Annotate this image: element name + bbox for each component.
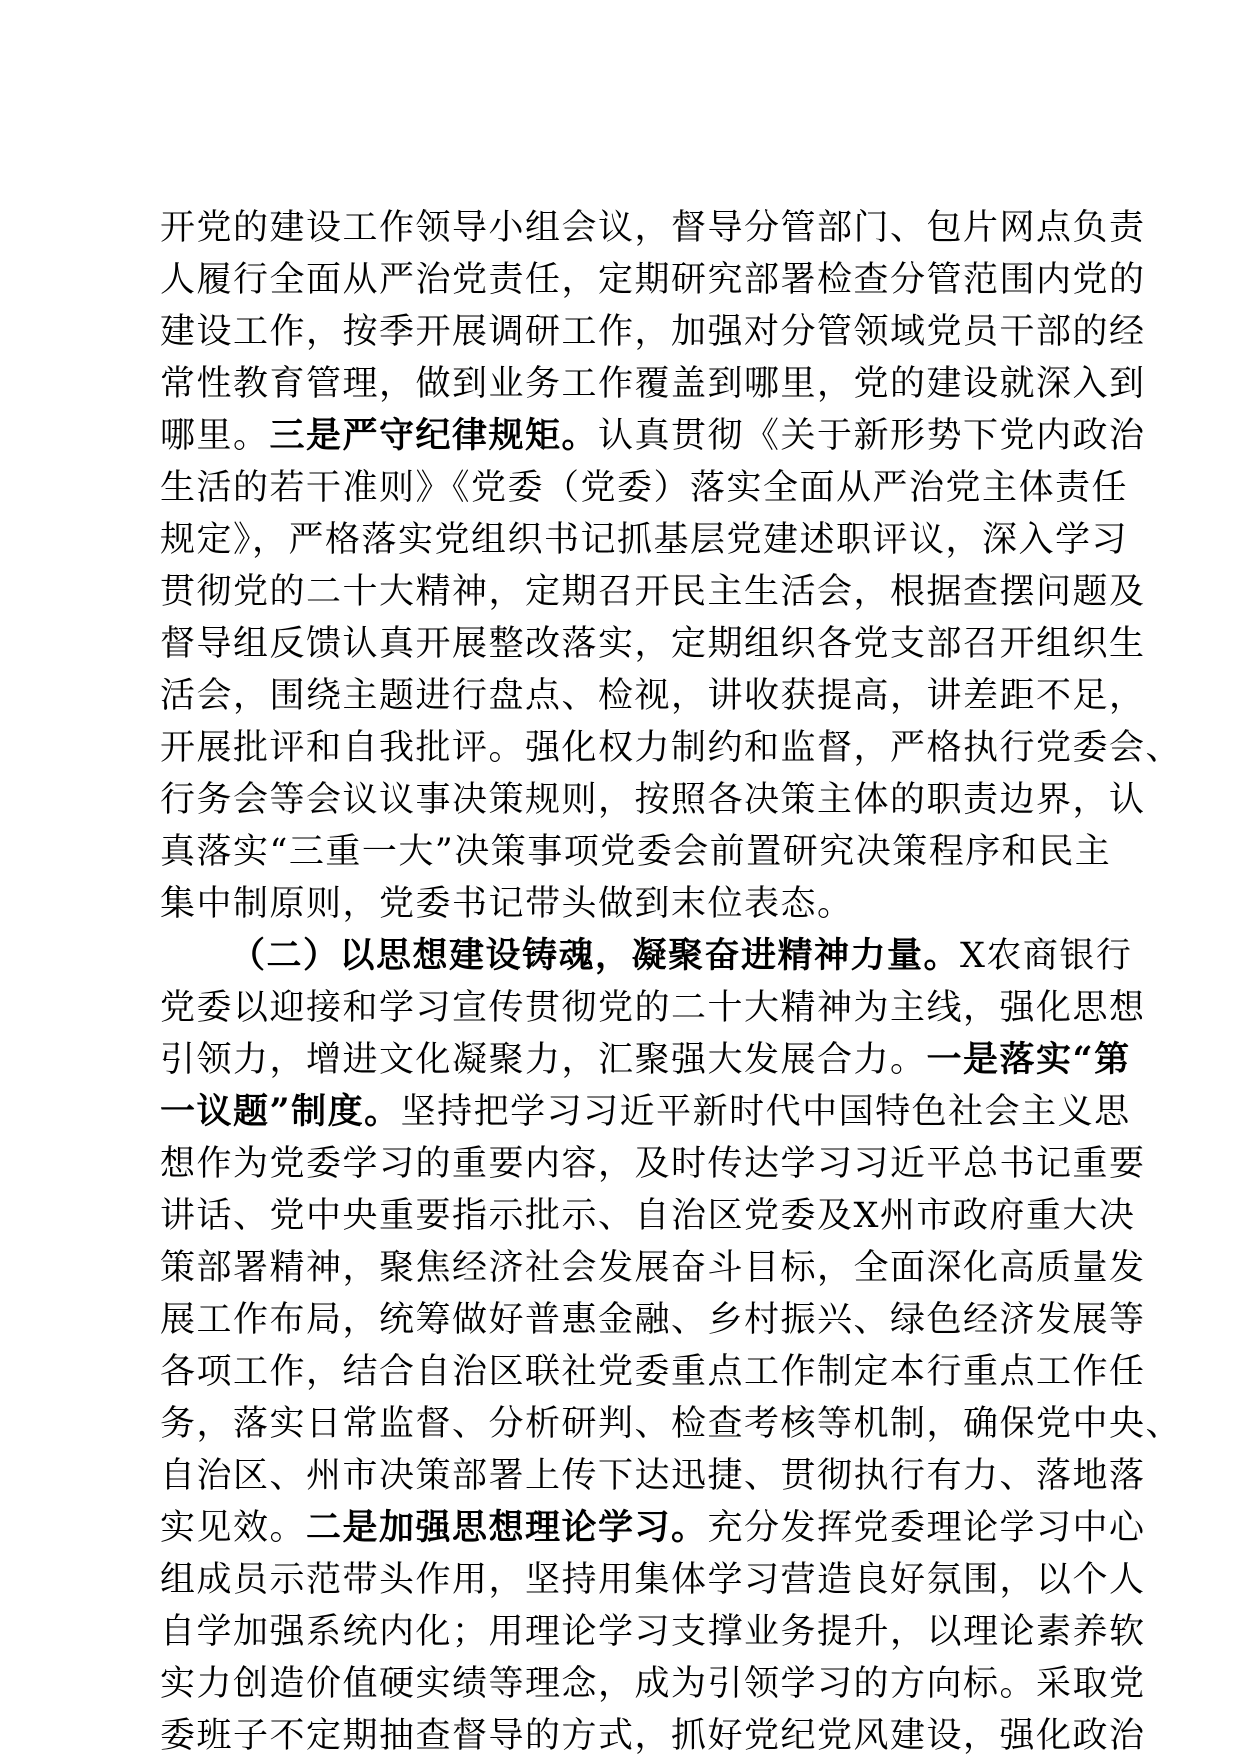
text-line xyxy=(160,722,1183,774)
text-line xyxy=(160,982,1146,1034)
text-line xyxy=(160,774,1146,826)
bold-heading-segment: 二是加强思想理论学习。 xyxy=(306,1507,708,1548)
text-line xyxy=(160,618,1146,670)
text-line xyxy=(160,878,1078,930)
text-segment: 规定》，严格落实党组织书记抓基层党建述职评议，深入学习 xyxy=(160,520,1129,560)
text-segment: 实见效。 xyxy=(160,1508,307,1548)
text-line xyxy=(160,358,1146,410)
text-segment: 真落实“三重一大”决策事项党委会前置研究决策程序和民主 xyxy=(160,832,1112,872)
text-line xyxy=(160,306,1146,358)
text-line xyxy=(160,1658,1146,1710)
text-line xyxy=(160,462,1129,514)
text-segment: 开党的建设工作领导小组会议，督导分管部门、包片网点负责 xyxy=(160,208,1146,248)
text-segment: 行务会等会议议事决策规则，按照各决策主体的职责边界，认 xyxy=(160,780,1146,820)
text-segment: 想作为党委学习的重要内容，及时传达学习习近平总书记重要 xyxy=(160,1144,1146,1184)
text-line xyxy=(160,1086,1131,1138)
text-segment: 活会，围绕主题进行盘点、检视，讲收获提高，讲差距不足， xyxy=(160,676,1146,716)
text-line xyxy=(160,826,1112,878)
text-line xyxy=(160,1554,1146,1606)
text-segment: 贯彻党的二十大精神，定期召开民主生活会，根据查摆问题及 xyxy=(160,572,1146,612)
text-segment: 党委以迎接和学习宣传贯彻党的二十大精神为主线，强化思想 xyxy=(160,988,1146,1028)
text-line xyxy=(160,1190,1136,1242)
text-segment: 集中制原则，党委书记带头做到末位表态。 xyxy=(160,884,854,924)
text-segment: 组成员示范带头作用，坚持用集体学习营造良好氛围，以个人 xyxy=(160,1560,1146,1600)
text-segment: 督导组反馈认真开展整改落实，定期组织各党支部召开组织生 xyxy=(160,624,1146,664)
text-segment: 各项工作，结合自治区联社党委重点工作制定本行重点工作任 xyxy=(160,1352,1146,1392)
text-segment: 自治区、州市决策部署上传下达迅捷、贯彻执行有力、落地落 xyxy=(160,1456,1146,1496)
text-segment: 讲话、党中央重要指示批示、自治区党委及X州市政府重大决 xyxy=(160,1196,1136,1236)
text-line xyxy=(160,1242,1146,1294)
text-line xyxy=(160,1398,1183,1450)
text-line xyxy=(160,1710,1146,1762)
body-text xyxy=(160,202,1183,1762)
text-segment: 自学加强系统内化；用理论学习支撑业务提升，以理论素养软 xyxy=(160,1612,1146,1652)
text-line xyxy=(160,254,1146,306)
text-segment: 哪里。 xyxy=(160,416,270,456)
text-line xyxy=(160,930,1133,982)
text-line xyxy=(160,566,1146,618)
text-line xyxy=(160,1450,1146,1502)
text-line xyxy=(160,410,1146,462)
text-segment: 展工作布局，统筹做好普惠金融、乡村振兴、绿色经济发展等 xyxy=(160,1300,1146,1340)
text-segment: 充分发挥党委理论学习中心 xyxy=(707,1508,1146,1548)
bold-heading-segment: 三是严守纪律规矩。 xyxy=(269,415,599,456)
bold-heading-segment: 一是落实“第 xyxy=(926,1039,1131,1080)
text-segment: 建设工作，按季开展调研工作，加强对分管领域党员干部的经 xyxy=(160,312,1146,352)
text-line xyxy=(160,1346,1146,1398)
text-line xyxy=(160,670,1146,722)
text-line xyxy=(160,202,1146,254)
text-segment: 实力创造价值硬实绩等理念，成为引领学习的方向标。采取党 xyxy=(160,1664,1146,1704)
bold-heading-segment: （二）以思想建设铸魂，凝聚奋进精神力量。 xyxy=(230,935,961,976)
text-line xyxy=(160,1034,1131,1086)
text-segment: 坚持把学习习近平新时代中国特色社会主义思 xyxy=(400,1092,1131,1132)
text-line xyxy=(160,514,1129,566)
text-line xyxy=(160,1502,1146,1554)
text-line xyxy=(160,1294,1146,1346)
text-segment: 开展批评和自我批评。强化权力制约和监督，严格执行党委会、 xyxy=(160,728,1183,768)
bold-heading-segment: 一议题”制度。 xyxy=(160,1091,401,1132)
text-segment: 人履行全面从严治党责任，定期研究部署检查分管范围内党的 xyxy=(160,260,1146,300)
text-segment: 委班子不定期抽查督导的方式，抓好党纪党风建设，强化政治 xyxy=(160,1716,1146,1756)
text-line xyxy=(160,1606,1146,1658)
text-segment: 常性教育管理，做到业务工作覆盖到哪里，党的建设就深入到 xyxy=(160,364,1146,404)
text-segment: 引领力，增进文化凝聚力，汇聚强大发展合力。 xyxy=(160,1040,927,1080)
text-segment: 认真贯彻《关于新形势下党内政治 xyxy=(598,416,1146,456)
text-segment: 务，落实日常监督、分析研判、检查考核等机制，确保党中央、 xyxy=(160,1404,1183,1444)
text-line xyxy=(160,1138,1146,1190)
text-segment: 策部署精神，聚焦经济社会发展奋斗目标，全面深化高质量发 xyxy=(160,1248,1146,1288)
text-segment: 生活的若干准则》《党委（党委）落实全面从严治党主体责任 xyxy=(160,468,1129,508)
text-segment: X农商银行 xyxy=(960,936,1133,976)
